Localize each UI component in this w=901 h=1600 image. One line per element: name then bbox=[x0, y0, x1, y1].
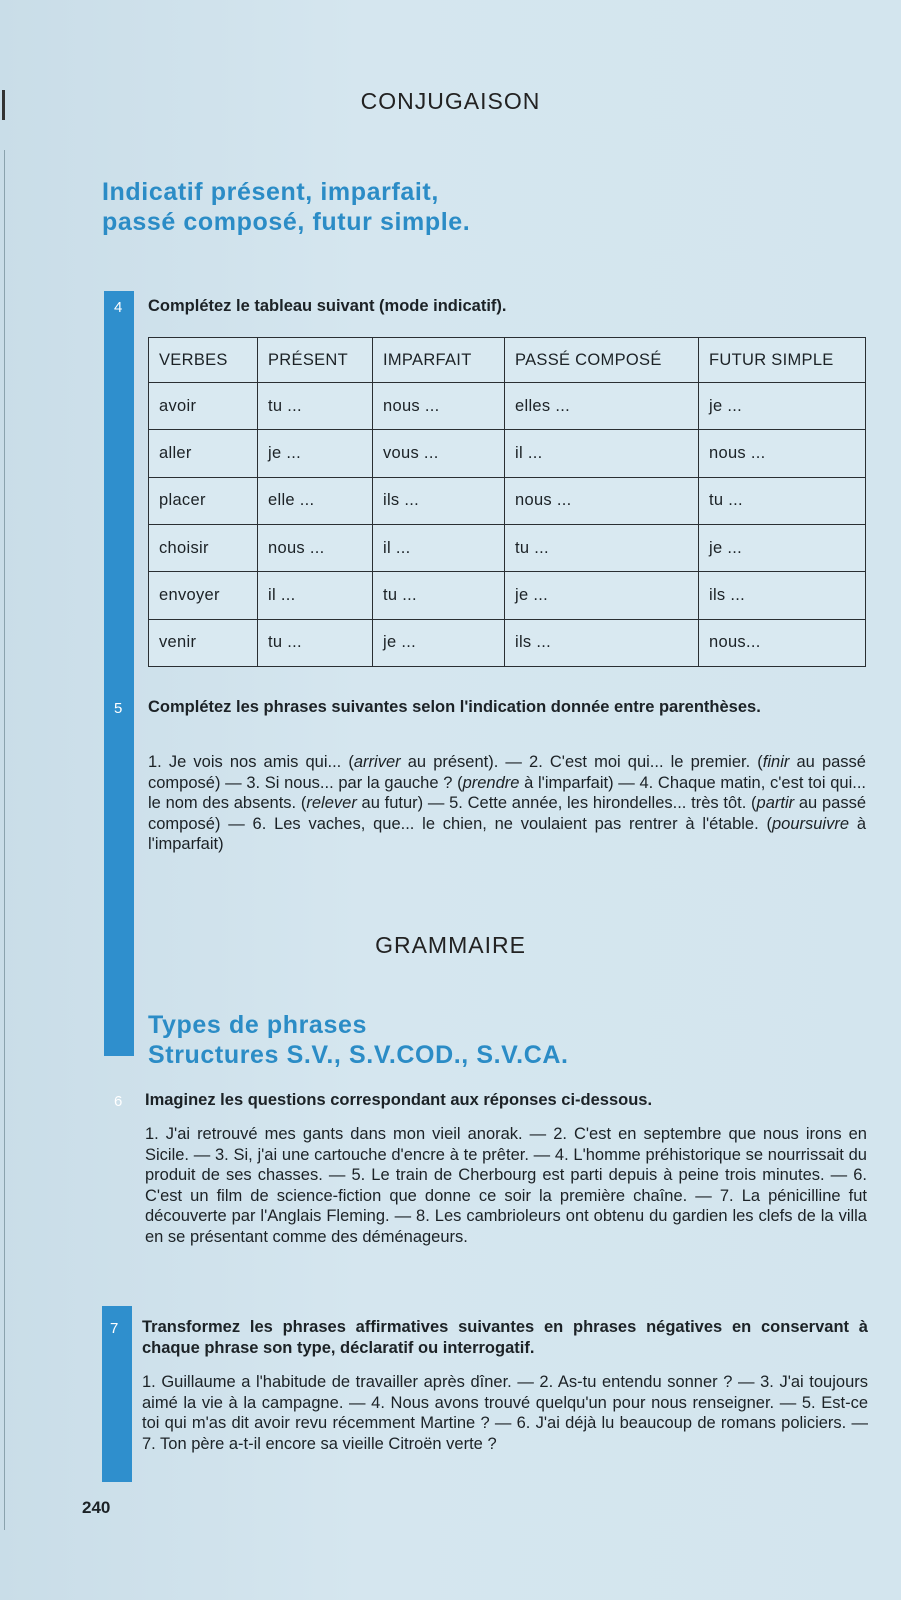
table-cell: envoyer bbox=[149, 572, 258, 619]
table-cell: choisir bbox=[149, 524, 258, 571]
table-cell: tu ... bbox=[258, 619, 373, 666]
table-cell: tu ... bbox=[699, 477, 866, 524]
header-verbes: VERBES bbox=[149, 338, 258, 383]
verb-infinitive: finir bbox=[762, 753, 790, 771]
text-segment: à l'imparfait) — 4. Chaque matin, c'est toi qui... le nom des absents. ( bbox=[148, 773, 866, 812]
header-imparfait: IMPARFAIT bbox=[373, 338, 505, 383]
exercise-6-text: 1. J'ai retrouvé mes gants dans mon vieil anorak. — 2. C'est en septembre que nous irons en Sicile. — 3. Si, j'ai une cartouche d'encre à te prêter. — 4. L'homme préhistorique se nourrissait du produit de ses chasses. — 5. Le train de Cherbourg est parti depuis à peine trois minutes. — 6. C'est un film de science-fiction que donne ce soir la première chaîne. — 7. La pénicilline fut découverte par l'Anglais Fleming. — 8. Les cambrioleurs ont obtenu du gardien les clefs de la villa en se présentant comme des déménageurs. bbox=[145, 1125, 867, 1246]
table-cell: placer bbox=[149, 477, 258, 524]
exercise-number-4: 4 bbox=[114, 299, 123, 316]
table-cell: je ... bbox=[699, 383, 866, 430]
table-row bbox=[149, 477, 866, 524]
table-cell: je ... bbox=[373, 619, 505, 666]
table-cell: nous ... bbox=[258, 524, 373, 571]
table-cell: elle ... bbox=[258, 477, 373, 524]
verb-infinitive: relever bbox=[306, 794, 357, 812]
table-row bbox=[149, 524, 866, 571]
table-cell: il ... bbox=[373, 524, 505, 571]
verb-infinitive: partir bbox=[756, 794, 795, 812]
exercise-5-text bbox=[148, 752, 866, 855]
section-header-conjugaison: CONJUGAISON bbox=[360, 88, 541, 114]
table-cell: ils ... bbox=[505, 619, 699, 666]
exercise-7-prompt: Transformez les phrases affirmatives suivantes en phrases négatives en conservant à chaque phrase son type, déclaratif ou interrogatif. bbox=[142, 1318, 868, 1357]
page-number: 240 bbox=[82, 1498, 111, 1517]
table-row bbox=[149, 430, 866, 477]
header-passe-compose: PASSÉ COMPOSÉ bbox=[505, 338, 699, 383]
exercise-7-text: 1. Guillaume a l'habitude de travailler après dîner. — 2. As-tu entendu sonner ? — 3. J'ai toujours aimé la vie à la campagne. — 4. Nous avons trouvé quelqu'un pour nous renseigner. — 5. Est-ce toi qui m'as dit avoir revu récemment Martine ? — 6. J'ai déjà lu beaucoup de romans policiers. — 7. Ton père a-t-il encore sa vieille Citroën verte ? bbox=[142, 1373, 868, 1453]
section-header-grammaire: GRAMMAIRE bbox=[375, 932, 526, 958]
table-cell: venir bbox=[149, 619, 258, 666]
exercise-number-7: 7 bbox=[110, 1320, 119, 1337]
text-segment: au présent). — 2. C'est moi qui... le premier. ( bbox=[400, 753, 763, 771]
table-cell: nous ... bbox=[373, 383, 505, 430]
conjugation-table bbox=[148, 337, 866, 667]
table-cell: nous... bbox=[699, 619, 866, 666]
table-header-row bbox=[149, 338, 866, 383]
verb-infinitive: arriver bbox=[353, 753, 401, 771]
exercise-5-prompt: Complétez les phrases suivantes selon l'indication donnée entre parenthèses. bbox=[148, 698, 761, 716]
exercise-6-prompt: Imaginez les questions correspondant aux réponses ci-dessous. bbox=[145, 1091, 653, 1109]
exercise-4-prompt: Complétez le tableau suivant (mode indicatif). bbox=[148, 297, 507, 315]
table-row bbox=[149, 383, 866, 430]
verb-infinitive: prendre bbox=[462, 773, 520, 792]
table-cell: vous ... bbox=[373, 430, 505, 477]
table-cell: je ... bbox=[258, 430, 373, 477]
lesson-title-conjugaison bbox=[102, 177, 470, 237]
text-segment: au passé composé) — 6. Les vaches, que... le chien, ne voulaient pas rentrer à l'étable. ( bbox=[148, 794, 867, 833]
verb-infinitive: poursuivre bbox=[771, 814, 850, 833]
text-segment: à l'imparfait) bbox=[148, 814, 866, 853]
table-cell: je ... bbox=[505, 572, 699, 619]
header-present: PRÉSENT bbox=[258, 338, 373, 383]
table-cell: ils ... bbox=[699, 572, 866, 619]
table-cell: il ... bbox=[258, 572, 373, 619]
lesson-title-grammaire bbox=[148, 1010, 569, 1070]
table-cell: tu ... bbox=[373, 572, 505, 619]
page-edge-line bbox=[4, 150, 5, 1530]
table-row bbox=[149, 619, 866, 666]
table-cell: nous ... bbox=[699, 430, 866, 477]
table-cell: aller bbox=[149, 430, 258, 477]
table-cell: nous ... bbox=[505, 477, 699, 524]
table-row bbox=[149, 572, 866, 619]
table-cell: avoir bbox=[149, 383, 258, 430]
title-line-2: Structures S.V., S.V.COD., S.V.CA. bbox=[148, 1041, 569, 1069]
title-line-1: Types de phrases bbox=[148, 1011, 367, 1039]
exercise-number-6: 6 bbox=[114, 1093, 123, 1110]
table-cell: elles ... bbox=[505, 383, 699, 430]
text-segment: 1. Je vois nos amis qui... ( bbox=[148, 753, 354, 771]
table-cell: tu ... bbox=[505, 524, 699, 571]
table-cell: je ... bbox=[699, 524, 866, 571]
table-cell: ils ... bbox=[373, 477, 505, 524]
table-cell: il ... bbox=[505, 430, 699, 477]
header-futur-simple: FUTUR SIMPLE bbox=[699, 338, 866, 383]
text-segment: au passé composé) — 3. Si nous... par la gauche ? ( bbox=[148, 753, 866, 792]
table-cell: tu ... bbox=[258, 383, 373, 430]
text-segment: au futur) — 5. Cette année, les hirondelles... très tôt. ( bbox=[356, 794, 757, 812]
title-line-1: Indicatif présent, imparfait, bbox=[102, 178, 439, 206]
exercise-number-5: 5 bbox=[114, 700, 123, 717]
title-line-2: passé composé, futur simple. bbox=[102, 208, 471, 236]
